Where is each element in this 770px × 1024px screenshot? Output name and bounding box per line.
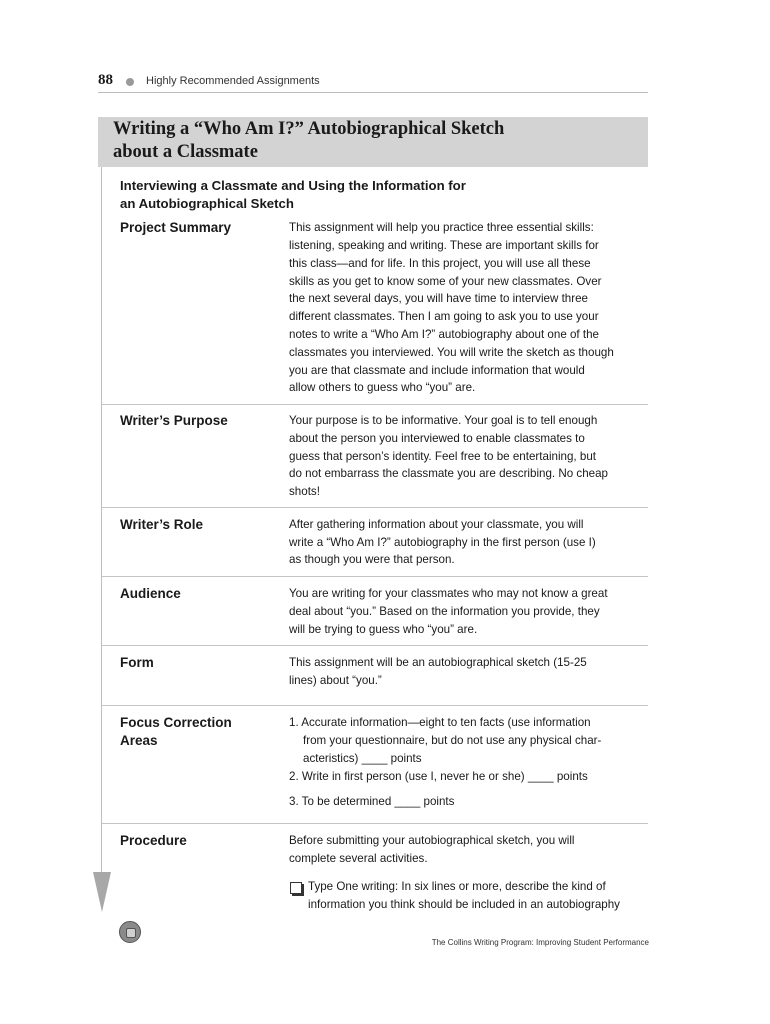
section-label-writers-purpose: Writer’s Purpose [120, 413, 228, 428]
text-line: After gathering information about your classmate, you will [289, 518, 584, 531]
text-line: acteristics) ____ points [303, 752, 422, 765]
text-line: from your questionnaire, but do not use any physical char- [303, 734, 602, 747]
text-line: Your purpose is to be informative. Your goal is to tell enough [289, 414, 598, 427]
bullet-dot-icon [126, 78, 134, 86]
left-vertical-rule [101, 167, 102, 875]
text-line: complete several activities. [289, 852, 428, 865]
section-label: Highly Recommended Assignments [146, 75, 320, 87]
text-line: guess that person’s identity. Feel free to be entertaining, but [289, 450, 596, 463]
text-line: different classmates. Then I am going to ask you to use your [289, 310, 599, 323]
text-line: this class—and for life. In this project, you will use all these [289, 257, 591, 270]
running-head [98, 70, 648, 93]
checkbox-type-one-writing[interactable] [290, 882, 302, 894]
text-line: This assignment will help you practice three essential skills: [289, 221, 594, 234]
text-line: 3. To be determined ____ points [289, 795, 455, 808]
section-divider [102, 705, 648, 706]
text-line: Before submitting your autobiographical sketch, you will [289, 834, 575, 847]
section-divider [102, 576, 648, 577]
section-label-focus-correction-areas: Areas [120, 733, 158, 748]
text-line: will be trying to guess who “you” are. [289, 623, 478, 636]
text-line: allow others to guess who “you” are. [289, 381, 476, 394]
title-bar [98, 117, 648, 167]
text-line: classmates you interviewed. You will write the sketch as though [289, 346, 614, 359]
section-divider [102, 507, 648, 508]
text-line: lines) about “you.” [289, 674, 382, 687]
page-title-line-1: Writing a “Who Am I?” Autobiographical Sketch [113, 119, 505, 139]
section-divider [102, 645, 648, 646]
text-line: write a “Who Am I?” autobiography in the first person (use I) [289, 536, 596, 549]
text-line: shots! [289, 485, 320, 498]
text-line: 1. Accurate information—eight to ten facts (use information [289, 716, 591, 729]
text-line: about the person you interviewed to enable classmates to [289, 432, 585, 445]
text-line: information you think should be included in an autobiography [308, 898, 620, 911]
text-line: listening, speaking and writing. These are important skills for [289, 239, 599, 252]
text-line: as though you were that person. [289, 553, 455, 566]
down-arrow-icon [93, 872, 111, 912]
page-title-line-2: about a Classmate [113, 142, 258, 162]
text-line: This assignment will be an autobiographical sketch (15-25 [289, 656, 587, 669]
text-line: deal about “you.” Based on the information you provide, they [289, 605, 600, 618]
section-label-writers-role: Writer’s Role [120, 517, 204, 532]
text-line: the next several days, you will have time to interview three [289, 292, 589, 305]
subtitle-line-2: an Autobiographical Sketch [120, 196, 294, 211]
section-label-project-summary: Project Summary [120, 220, 232, 235]
footer-text: The Collins Writing Program: Improving Student Performance [431, 938, 649, 947]
section-label-procedure: Procedure [120, 833, 187, 848]
footer-logo-icon [119, 921, 141, 943]
section-label-audience: Audience [120, 586, 181, 601]
text-line: You are writing for your classmates who may not know a great [289, 587, 608, 600]
text-line: you are that classmate and include information that would [289, 364, 585, 377]
section-divider [102, 404, 648, 405]
text-line: Type One writing: In six lines or more, describe the kind of [308, 880, 606, 893]
text-line: 2. Write in first person (use I, never he or she) ____ points [289, 770, 588, 783]
section-label-form: Form [120, 655, 154, 670]
text-line: skills as you get to know some of your new classmates. Over [289, 275, 602, 288]
page-number: 88 [98, 72, 113, 88]
subtitle-line-1: Interviewing a Classmate and Using the Information for [120, 178, 466, 193]
section-label-focus-correction: Focus Correction [120, 715, 232, 730]
section-divider [102, 823, 648, 824]
text-line: notes to write a “Who Am I?” autobiography about one of the [289, 328, 599, 341]
text-line: do not embarrass the classmate you are describing. No cheap [289, 467, 608, 480]
